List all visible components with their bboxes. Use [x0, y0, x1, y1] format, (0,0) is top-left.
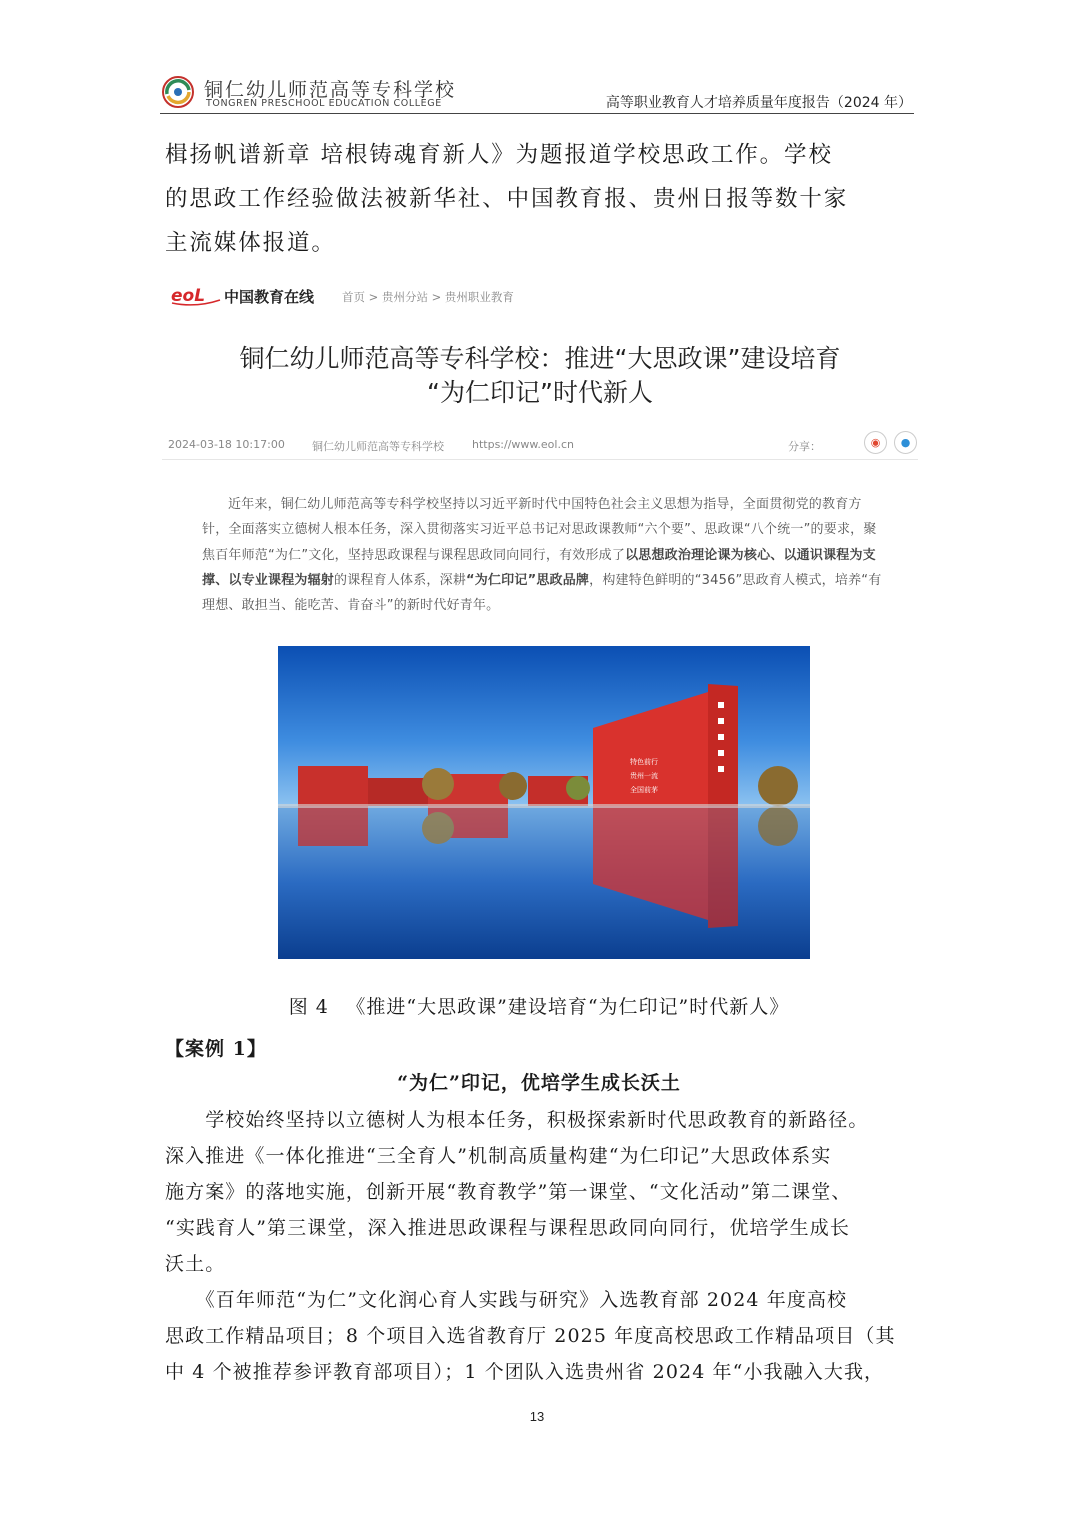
paragraph-2: [165, 1282, 913, 1390]
school-name-en: TONGREN PRESCHOOL EDUCATION COLLEGE: [206, 98, 442, 109]
eol-logo-icon: [170, 284, 222, 306]
school-name-cn: 铜仁幼儿师范高等专科学校: [204, 79, 457, 101]
lead-bold-text: 以思想政治理论课为核心、以通识课程为支撑、以专业课程为辐射: [202, 547, 876, 588]
lead-text: 近年来，铜仁幼儿师范高等专科学校坚持以习近平新时代中国特色社会主义思想为指导，全面贯彻党的教育方针，全面落实立德树人根本任务，深入贯彻落实习近平总书记对思政课教师“六个要”、思政课“八个统一”的要求，聚焦百年师范“为仁”文化，坚持思政课程与课程思政同向同行，有效形成了: [202, 497, 877, 563]
news-lead-paragraph: [202, 492, 887, 618]
building-sign: 特色前行: [630, 758, 658, 766]
paragraph-line: 思政工作精品项目；8 个项目入选省教育厅 2025 年度高校思政工作精品项目（其: [165, 1325, 896, 1347]
lead-text: 的课程育人体系，深耕: [334, 572, 467, 588]
paragraph-line: 《百年师范“为仁”文化润心育人实践与研究》入选教育部 2024 年度高校: [165, 1289, 848, 1311]
campus-photo: [278, 646, 810, 959]
school-logo-icon: [162, 76, 194, 108]
share-label: 分享：: [788, 440, 821, 453]
page-number: 13: [529, 1409, 545, 1424]
building-sign: 全国前茅: [630, 786, 658, 794]
paragraph-line: 深入推进《一体化推进“三全育人”机制高质量构建“为仁印记”大思政体系实: [165, 1145, 832, 1167]
news-site-name: 中国教育在线: [224, 288, 315, 306]
qq-share-icon[interactable]: ●: [894, 431, 917, 454]
svg-text:eoL: eoL: [171, 286, 206, 306]
lead-text: ，构建特色鲜明的“3456”思政育人模式，培养“有理想、敢担当、能吃苦、肯奋斗”的新时代好青年。: [202, 572, 882, 614]
news-source: 铜仁幼儿师范高等专科学校: [312, 440, 444, 453]
paragraph-line: 沃土。: [165, 1253, 226, 1275]
paragraph-1: [165, 1102, 913, 1282]
news-date: 2024-03-18 10:17:00: [168, 438, 285, 451]
case-label: 【案例 1】: [165, 1038, 267, 1060]
news-title: [162, 342, 918, 410]
news-title-line: “为仁印记”时代新人: [427, 378, 653, 407]
news-title-line: 铜仁幼儿师范高等专科学校：推进“大思政课”建设培育: [239, 344, 841, 373]
news-url: https://www.eol.cn: [472, 438, 574, 451]
news-screenshot: [162, 270, 918, 630]
page-header: [160, 68, 914, 114]
figure-caption: 图 4 《推进“大思政课”建设培育“为仁印记”时代新人》: [288, 996, 790, 1018]
case-title: “为仁”印记，优培学生成长沃土: [397, 1072, 681, 1094]
intro-line: 主流媒体报道。: [165, 230, 336, 256]
breadcrumb: 首页 > 贵州分站 > 贵州职业教育: [342, 290, 514, 304]
intro-line: 楫扬帆谱新章 培根铸魂育新人》为题报道学校思政工作。学校: [165, 142, 833, 168]
paragraph-line: 中 4 个被推荐参评教育部项目）；1 个团队入选贵州省 2024 年“小我融入大我，: [165, 1361, 885, 1383]
news-meta-bar: [162, 430, 918, 460]
paragraph-line: 施方案》的落地实施，创新开展“教育教学”第一课堂、“文化活动”第二课堂、: [165, 1181, 852, 1203]
intro-line: 的思政工作经验做法被新华社、中国教育报、贵州日报等数十家: [165, 186, 849, 212]
paragraph-line: 学校始终坚持以立德树人为根本任务，积极探索新时代思政教育的新路径。: [165, 1109, 869, 1131]
report-title: 高等职业教育人才培养质量年度报告（2024 年）: [605, 95, 912, 111]
building-sign: 贵州一流: [630, 772, 658, 780]
intro-paragraph: [165, 133, 913, 265]
weibo-share-icon[interactable]: ◉: [864, 431, 887, 454]
lead-bold-text: “为仁印记”思政品牌: [466, 572, 590, 588]
paragraph-line: “实践育人”第三课堂，深入推进思政课程与课程思政同向同行，优培学生成长: [165, 1217, 850, 1239]
